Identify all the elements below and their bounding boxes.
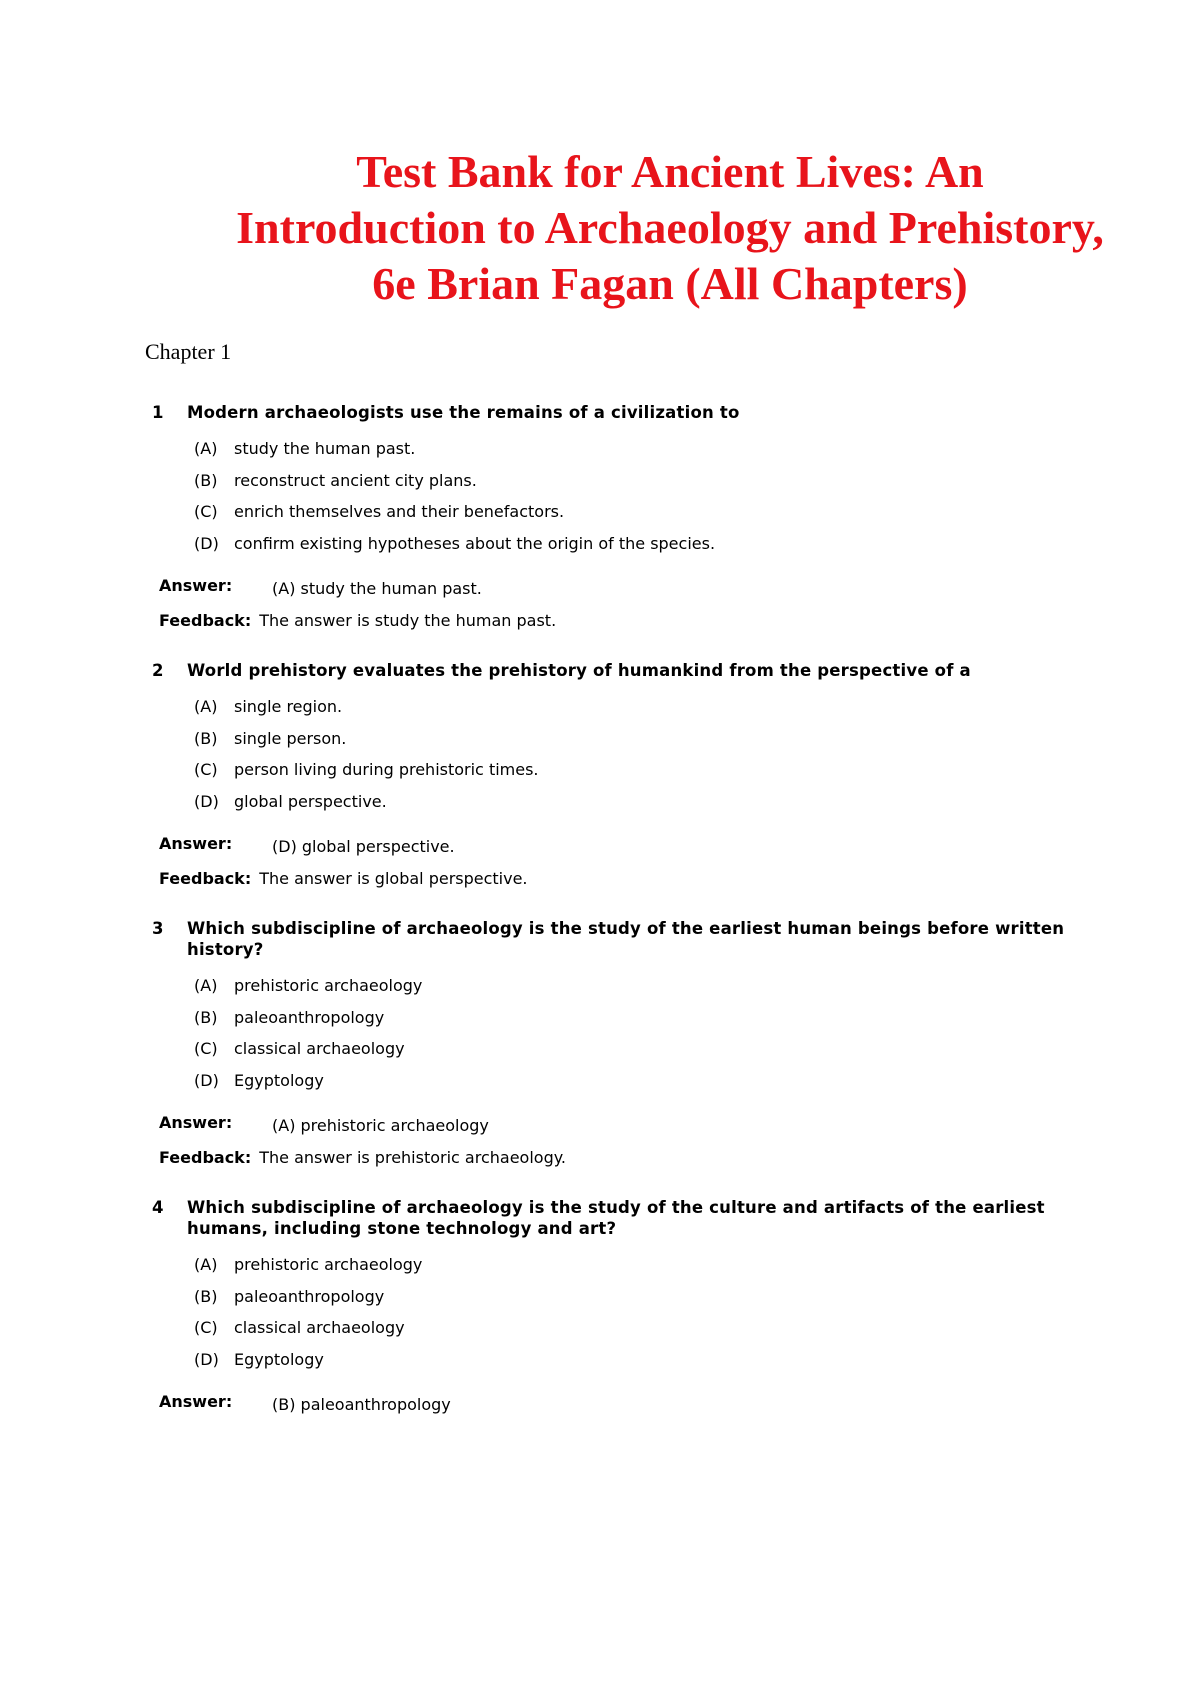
question-text: Which subdiscipline of archaeology is the study of the culture and artifacts of the earliest humans, including stone technology and art? <box>187 1198 1045 1238</box>
option-text: prehistoric archaeology <box>234 1255 423 1274</box>
option-letter: (D) <box>194 1349 219 1369</box>
title-line: Test Bank for Ancient Lives: An <box>356 146 984 197</box>
feedback-text: The answer is study the human past. <box>259 611 557 631</box>
question-header <box>145 660 1075 681</box>
answer-row <box>145 576 1075 611</box>
option-text: confirm existing hypotheses about the origin of the species. <box>234 533 716 553</box>
answer-label: Answer: <box>159 576 233 596</box>
option-letter: (B) <box>194 470 218 490</box>
option-letter: (A) <box>194 1255 218 1274</box>
question-header <box>145 1197 1075 1239</box>
option-item <box>194 1255 1075 1287</box>
option-item <box>194 439 1075 471</box>
feedback-label: Feedback: <box>159 1148 252 1168</box>
answer-value: (B) paleoanthropology <box>272 1395 451 1415</box>
option-letter: (A) <box>194 976 218 995</box>
option-item <box>194 729 1075 761</box>
answer-value: (D) global perspective. <box>272 837 455 857</box>
option-text: global perspective. <box>234 791 387 811</box>
option-item <box>194 1008 1075 1040</box>
option-text: single person. <box>234 728 347 748</box>
question-number: 1 <box>152 403 164 422</box>
title-line: 6e Brian Fagan (All Chapters) <box>372 258 968 309</box>
answer-row <box>145 1392 1075 1427</box>
option-letter: (B) <box>194 728 218 748</box>
question-number: 4 <box>152 1198 164 1217</box>
option-text: Egyptology <box>234 1070 324 1090</box>
option-item <box>194 471 1075 503</box>
feedback-row <box>159 1148 1075 1168</box>
answer-label: Answer: <box>159 1113 233 1133</box>
option-item <box>194 1287 1075 1319</box>
option-text: classical archaeology <box>234 1318 405 1338</box>
option-list <box>194 1255 1075 1381</box>
option-item <box>194 1318 1075 1350</box>
question-text: Modern archaeologists use the remains of a civilization to <box>187 403 740 422</box>
option-text: classical archaeology <box>234 1039 405 1059</box>
option-item <box>194 1350 1075 1382</box>
question-1 <box>145 402 1075 631</box>
question-text: World prehistory evaluates the prehistory of humankind from the perspective of a <box>187 661 971 680</box>
option-text: enrich themselves and their benefactors. <box>234 502 565 522</box>
option-item <box>194 792 1075 824</box>
option-text: reconstruct ancient city plans. <box>234 470 477 490</box>
question-3 <box>145 918 1075 1168</box>
feedback-label: Feedback: <box>159 869 252 889</box>
option-text: paleoanthropology <box>234 1007 385 1027</box>
answer-row <box>145 1113 1075 1148</box>
option-text: Egyptology <box>234 1349 324 1369</box>
answer-row <box>145 834 1075 869</box>
option-item <box>194 502 1075 534</box>
option-letter: (C) <box>194 1039 218 1059</box>
option-text: prehistoric archaeology <box>234 976 423 995</box>
question-2 <box>145 660 1075 889</box>
option-letter: (B) <box>194 1286 218 1306</box>
option-item <box>194 534 1075 566</box>
option-letter: (A) <box>194 697 218 716</box>
option-letter: (C) <box>194 1318 218 1338</box>
option-text: paleoanthropology <box>234 1286 385 1306</box>
answer-value: (A) prehistoric archaeology <box>272 1116 489 1136</box>
option-letter: (C) <box>194 502 218 522</box>
option-list <box>194 976 1075 1102</box>
option-text: study the human past. <box>234 439 416 458</box>
option-item <box>194 1039 1075 1071</box>
option-list <box>194 697 1075 823</box>
question-text: Which subdiscipline of archaeology is the study of the earliest human beings before written history? <box>187 919 1065 959</box>
feedback-text: The answer is global perspective. <box>259 869 528 889</box>
feedback-row <box>159 611 1075 631</box>
option-item <box>194 697 1075 729</box>
document-title <box>120 144 1191 312</box>
option-item <box>194 1071 1075 1103</box>
option-item <box>194 976 1075 1008</box>
option-letter: (D) <box>194 1070 219 1090</box>
option-letter: (D) <box>194 533 219 553</box>
title-line: Introduction to Archaeology and Prehistory, <box>236 202 1104 253</box>
feedback-text: The answer is prehistoric archaeology. <box>259 1148 566 1168</box>
question-number: 3 <box>152 919 164 938</box>
question-header <box>145 402 1075 423</box>
option-text: single region. <box>234 697 343 716</box>
feedback-row <box>159 869 1075 889</box>
answer-value: (A) study the human past. <box>272 579 482 599</box>
option-letter: (D) <box>194 791 219 811</box>
answer-label: Answer: <box>159 1392 233 1412</box>
option-letter: (C) <box>194 760 218 780</box>
question-4 <box>145 1197 1075 1427</box>
question-number: 2 <box>152 661 164 680</box>
option-text: person living during prehistoric times. <box>234 760 539 780</box>
feedback-label: Feedback: <box>159 611 252 631</box>
option-list <box>194 439 1075 565</box>
question-header <box>145 918 1075 960</box>
option-letter: (B) <box>194 1007 218 1027</box>
answer-label: Answer: <box>159 834 233 854</box>
chapter-heading: Chapter 1 <box>145 339 232 364</box>
option-letter: (A) <box>194 439 218 458</box>
option-item <box>194 760 1075 792</box>
